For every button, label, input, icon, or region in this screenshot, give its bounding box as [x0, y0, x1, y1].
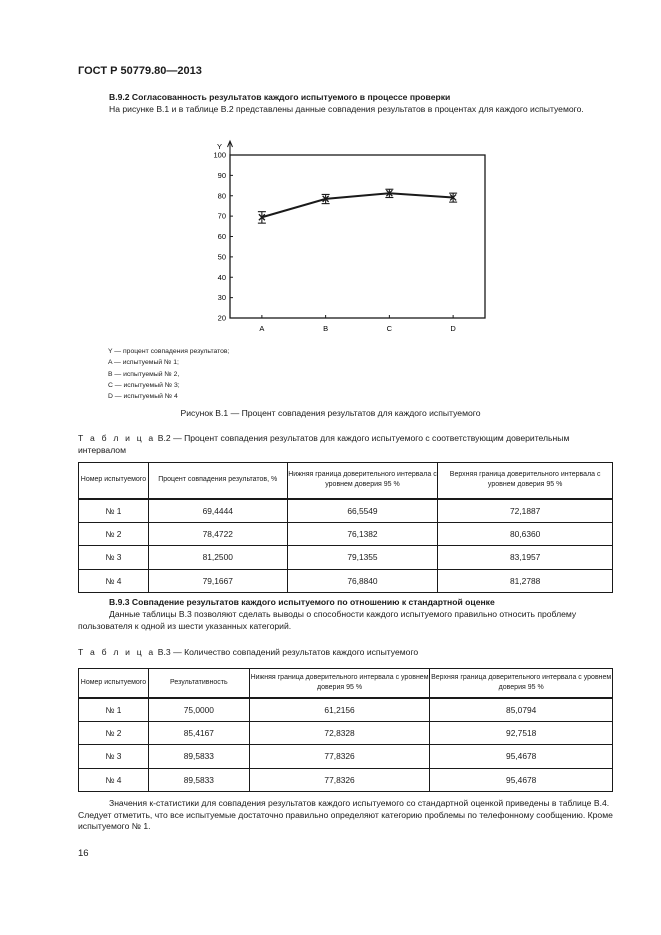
- standard-header: ГОСТ Р 50779.80—2013: [78, 65, 202, 77]
- x-tick-label: D: [450, 324, 456, 333]
- table-b2-caption-text: В.2 — Процент совпадения результатов для каждого испытуемого с соответствующим доверительным интервалом: [78, 433, 570, 455]
- figure-b1-chart: [195, 138, 495, 338]
- table-b3-caption: [78, 647, 618, 659]
- table-cell: 89,5833: [148, 768, 249, 792]
- legend-item-d: D — испытуемый № 4: [108, 393, 178, 401]
- y-tick-label: 50: [217, 252, 226, 262]
- page-number: 16: [78, 848, 89, 859]
- table-cell: 72,1887: [438, 499, 613, 523]
- table-cell: 81,2500: [148, 546, 287, 570]
- table-b2-label: Т а б л и ц а: [78, 433, 156, 443]
- table-row: [79, 768, 613, 792]
- table-b2-header-cell: Нижняя граница доверительного интервала с уровнем доверия 95 %: [287, 463, 438, 499]
- table-cell: 69,4444: [148, 499, 287, 523]
- table-cell: № 3: [79, 745, 149, 769]
- table-b2: [78, 462, 613, 593]
- table-cell: 80,6360: [438, 522, 613, 546]
- figure-legend: [108, 346, 229, 402]
- section-b93-title: В.9.3 Совпадение результатов каждого испытуемого по отношению к стандартной оценке: [109, 597, 495, 607]
- table-cell: 72,8328: [249, 721, 430, 745]
- table-b3-header-row: [79, 669, 613, 698]
- legend-item-y: Y — процент совпадения результатов;: [108, 348, 230, 355]
- table-cell: № 1: [79, 698, 149, 722]
- table-cell: 92,7518: [430, 721, 613, 745]
- table-cell: 89,5833: [148, 745, 249, 769]
- table-row: [79, 546, 613, 570]
- table-cell: № 4: [79, 768, 149, 792]
- y-axis-label: Y: [216, 142, 222, 151]
- table-cell: № 2: [79, 721, 149, 745]
- table-b3-header-cell: Верхняя граница доверительного интервала с уровнем доверия 95 %: [430, 669, 613, 698]
- legend-item-b: B — испытуемый № 2,: [108, 370, 180, 378]
- plot-frame: [230, 155, 485, 318]
- legend-item-a: A — испытуемый № 1;: [108, 359, 179, 367]
- table-cell: 95,4678: [430, 745, 613, 769]
- table-cell: 61,2156: [249, 698, 430, 722]
- table-cell: 78,4722: [148, 522, 287, 546]
- closing-paragraph: Значения к-статистики для совпадения результатов каждого испытуемого со стандартной оценкой приведены в таблице В.4. Следует отметить, что все испытуемые достаточно правильно определяют категорию проблемы по телефонному сообщению. Кроме испытуемого № 1.: [78, 798, 613, 831]
- table-row: [79, 499, 613, 523]
- table-cell: 79,1355: [287, 546, 438, 570]
- series-line: [262, 193, 453, 217]
- y-tick-label: 100: [213, 150, 226, 160]
- y-tick-label: 20: [217, 313, 226, 323]
- table-b3-caption-text: В.3 — Количество совпадений результатов каждого испытуемого: [157, 647, 419, 657]
- y-tick-label: 80: [217, 191, 226, 201]
- x-tick-label: A: [259, 324, 265, 333]
- table-row: [79, 522, 613, 546]
- table-cell: 77,8326: [249, 745, 430, 769]
- y-tick-label: 60: [217, 232, 226, 241]
- table-cell: 77,8326: [249, 768, 430, 792]
- table-b3-header-cell: Нижняя граница доверительного интервала с уровнем доверия 95 %: [249, 669, 430, 698]
- table-b3: [78, 668, 613, 792]
- table-cell: 83,1957: [438, 546, 613, 570]
- table-row: [79, 721, 613, 745]
- table-row: [79, 698, 613, 722]
- table-b3-header-cell: Результативность: [148, 669, 249, 698]
- x-tick-label: B: [323, 324, 329, 333]
- table-cell: 81,2788: [438, 569, 613, 593]
- table-cell: 66,5549: [287, 499, 438, 523]
- legend-item-c: C — испытуемый № 3;: [108, 381, 180, 389]
- figure-caption: Рисунок В.1 — Процент совпадения результатов для каждого испытуемого: [180, 408, 481, 418]
- y-tick-label: 30: [217, 293, 226, 303]
- table-cell: 95,4678: [430, 768, 613, 792]
- table-cell: № 4: [79, 569, 149, 593]
- table-cell: 76,1382: [287, 522, 438, 546]
- table-b2-header-cell: Процент совпадения результатов, %: [148, 463, 287, 499]
- table-b2-caption: [78, 433, 618, 456]
- table-cell: № 3: [79, 546, 149, 570]
- table-cell: 85,0794: [430, 698, 613, 722]
- section-b92-paragraph: На рисунке В.1 и в таблице В.2 представлены данные совпадения результатов в процентах для каждого испытуемого.: [109, 104, 584, 114]
- table-b3-header-cell: Номер испытуемого: [79, 669, 149, 698]
- y-tick-label: 90: [217, 170, 226, 180]
- table-cell: 85,4167: [148, 721, 249, 745]
- table-cell: № 2: [79, 522, 149, 546]
- section-b93-paragraph: Данные таблицы В.3 позволяют сделать выводы о способности каждого испытуемого правильно относить проблему пользователя к одной из шести указанных категорий.: [78, 609, 577, 631]
- table-row: [79, 569, 613, 593]
- y-tick-label: 70: [217, 211, 226, 221]
- table-cell: 76,8840: [287, 569, 438, 593]
- table-row: [79, 745, 613, 769]
- table-cell: № 1: [79, 499, 149, 523]
- table-cell: 75,0000: [148, 698, 249, 722]
- x-tick-label: C: [386, 324, 393, 333]
- section-b92-title: В.9.2 Согласованность результатов каждого испытуемого в процессе проверки: [109, 92, 451, 102]
- table-b2-header-row: [79, 463, 613, 499]
- table-b2-header-cell: Номер испытуемого: [79, 463, 149, 499]
- table-b2-header-cell: Верхняя граница доверительного интервала с уровнем доверия 95 %: [438, 463, 613, 499]
- table-b3-label: Т а б л и ц а: [78, 647, 156, 657]
- y-tick-label: 40: [217, 272, 226, 282]
- table-cell: 79,1667: [148, 569, 287, 593]
